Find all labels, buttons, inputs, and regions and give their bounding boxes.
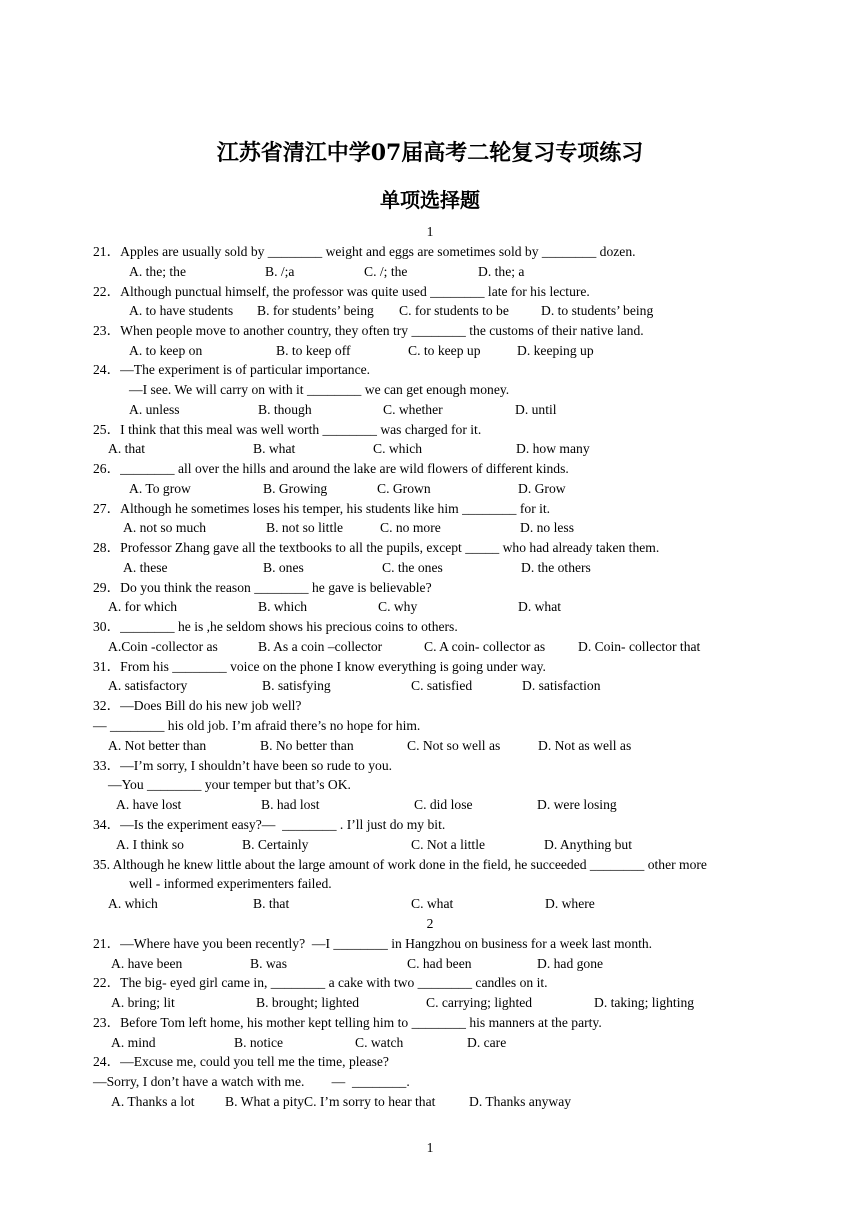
option: B. which <box>258 599 308 614</box>
option: C. Not so well as <box>407 738 501 753</box>
option: D. Not as well as <box>538 738 632 753</box>
option: A. mind <box>111 1035 156 1050</box>
option: B. What a pityC. I’m sorry to hear that <box>225 1094 436 1109</box>
option: B. was <box>250 956 288 971</box>
option: B. not so little <box>266 520 344 535</box>
question-stem: 23．When people move to another country, they often try ________ the customs of their native land. <box>93 323 644 338</box>
question-stem: 24．—The experiment is of particular importance. <box>93 362 371 377</box>
option: A. to have students <box>129 303 234 318</box>
question-stem-continued: well - informed experimenters failed. <box>129 876 332 891</box>
option: A. that <box>108 441 145 456</box>
page-subtitle: 单项选择题 <box>380 188 480 212</box>
option: A. which <box>108 896 158 911</box>
option: A. the; the <box>129 264 187 279</box>
option: C. satisfied <box>411 678 473 693</box>
option: D. care <box>467 1035 507 1050</box>
option: A. unless <box>129 402 180 417</box>
option: C. no more <box>380 520 441 535</box>
option: B. notice <box>234 1035 284 1050</box>
option: B. As a coin –collector <box>258 639 383 654</box>
option: C. carrying; lighted <box>426 995 533 1010</box>
option: B. Growing <box>263 481 328 496</box>
option: C. /; the <box>364 264 408 279</box>
option: D. where <box>545 896 595 911</box>
question-stem: 30．________ he is ,he seldom shows his precious coins to others. <box>93 619 458 634</box>
option: A. these <box>123 560 168 575</box>
option: A. have lost <box>116 797 182 812</box>
option: B. brought; lighted <box>256 995 360 1010</box>
question-stem: 24．—Excuse me, could you tell me the time, please? <box>93 1054 389 1069</box>
option: B. for students’ being <box>257 303 374 318</box>
option: D. Thanks anyway <box>469 1094 572 1109</box>
page-title: 江苏省清江中学07届高考二轮复习专项练习 <box>216 140 644 166</box>
question-stem: 27．Although he sometimes loses his temper, his students like him ________ for it. <box>93 501 551 516</box>
option: D. taking; lighting <box>594 995 695 1010</box>
question-stem: 28．Professor Zhang gave all the textbooks to all the pupils, except _____ who had already taken them. <box>93 540 660 555</box>
option: B. had lost <box>261 797 320 812</box>
question-stem: 23．Before Tom left home, his mother kept telling him to ________ his manners at the party. <box>93 1015 602 1030</box>
option: D. satisfaction <box>522 678 601 693</box>
option: D. how many <box>516 441 590 456</box>
question-stem: 31．From his ________ voice on the phone I know everything is going under way. <box>93 659 546 674</box>
option: B. though <box>258 402 312 417</box>
option: B. what <box>253 441 296 456</box>
option: C. Grown <box>377 481 431 496</box>
option: C. watch <box>355 1035 404 1050</box>
option: A. I think so <box>116 837 184 852</box>
option: D. Coin- collector that <box>578 639 701 654</box>
question-stem: 33．—I’m sorry, I shouldn’t have been so rude to you. <box>93 758 393 773</box>
option: B. Certainly <box>242 837 309 852</box>
option: C. A coin- collector as <box>424 639 546 654</box>
option: D. were losing <box>537 797 617 812</box>
question-stem-continued: —I see. We will carry on with it ________ we can get enough money. <box>129 382 510 397</box>
option: A. Not better than <box>108 738 207 753</box>
option: C. to keep up <box>408 343 481 358</box>
question-stem: 34．—Is the experiment easy?— ________ . I’ll just do my bit. <box>93 817 446 832</box>
option: B. /;a <box>265 264 295 279</box>
question-stem: 35. Although he knew little about the large amount of work done in the field, he succeeded ________ other more <box>93 857 707 872</box>
question-stem: 32．—Does Bill do his new job well? <box>93 698 302 713</box>
option: B. to keep off <box>276 343 351 358</box>
question-stem-continued: —You ________ your temper but that’s OK. <box>108 777 351 792</box>
question-stem: 22．The big- eyed girl came in, ________ a cake with two ________ candles on it. <box>93 975 548 990</box>
question-stem: 25．I think that this meal was well worth ________ was charged for it. <box>93 422 482 437</box>
option: C. whether <box>383 402 443 417</box>
option: C. the ones <box>382 560 443 575</box>
option: A. for which <box>108 599 178 614</box>
option: C. for students to be <box>399 303 509 318</box>
option: A. satisfactory <box>108 678 188 693</box>
question-stem: 29．Do you think the reason ________ he gave is believable? <box>93 580 432 595</box>
option: D. Grow <box>518 481 566 496</box>
option: C. what <box>411 896 454 911</box>
option: B. that <box>253 896 290 911</box>
option: A.Coin -collector as <box>108 639 218 654</box>
option: D. had gone <box>537 956 604 971</box>
option: C. why <box>378 599 418 614</box>
option: D. until <box>515 402 557 417</box>
option: A. not so much <box>123 520 207 535</box>
option: D. to students’ being <box>541 303 654 318</box>
option: A. bring; lit <box>111 995 175 1010</box>
option: C. which <box>373 441 423 456</box>
option: C. had been <box>407 956 472 971</box>
option: B. ones <box>263 560 304 575</box>
option: C. Not a little <box>411 837 486 852</box>
question-stem-continued: — ________ his old job. I’m afraid there’s no hope for him. <box>93 718 421 733</box>
option: A. To grow <box>129 481 191 496</box>
option: A. to keep on <box>129 343 203 358</box>
option: B. No better than <box>260 738 354 753</box>
option: D. what <box>518 599 562 614</box>
option: D. Anything but <box>544 837 632 852</box>
option: C. did lose <box>414 797 473 812</box>
section-label: 2 <box>426 916 434 931</box>
option: B. satisfying <box>262 678 331 693</box>
option: D. keeping up <box>517 343 594 358</box>
question-stem: 22．Although punctual himself, the professor was quite used ________ late for his lecture. <box>93 284 590 299</box>
question-stem: 21．Apples are usually sold by ________ weight and eggs are sometimes sold by ________ dozen. <box>93 244 636 259</box>
question-stem: 26．________ all over the hills and around the lake are wild flowers of different kinds. <box>93 461 569 476</box>
option: A. have been <box>111 956 183 971</box>
option: D. the; a <box>478 264 525 279</box>
option: A. Thanks a lot <box>111 1094 195 1109</box>
option: D. the others <box>521 560 591 575</box>
page-number: 1 <box>426 1140 434 1155</box>
section-label: 1 <box>426 224 434 239</box>
question-stem: 21．—Where have you been recently? —I ________ in Hangzhou on business for a week last month. <box>93 936 653 951</box>
question-stem-continued: —Sorry, I don’t have a watch with me. — ________. <box>93 1074 410 1089</box>
option: D. no less <box>520 520 574 535</box>
